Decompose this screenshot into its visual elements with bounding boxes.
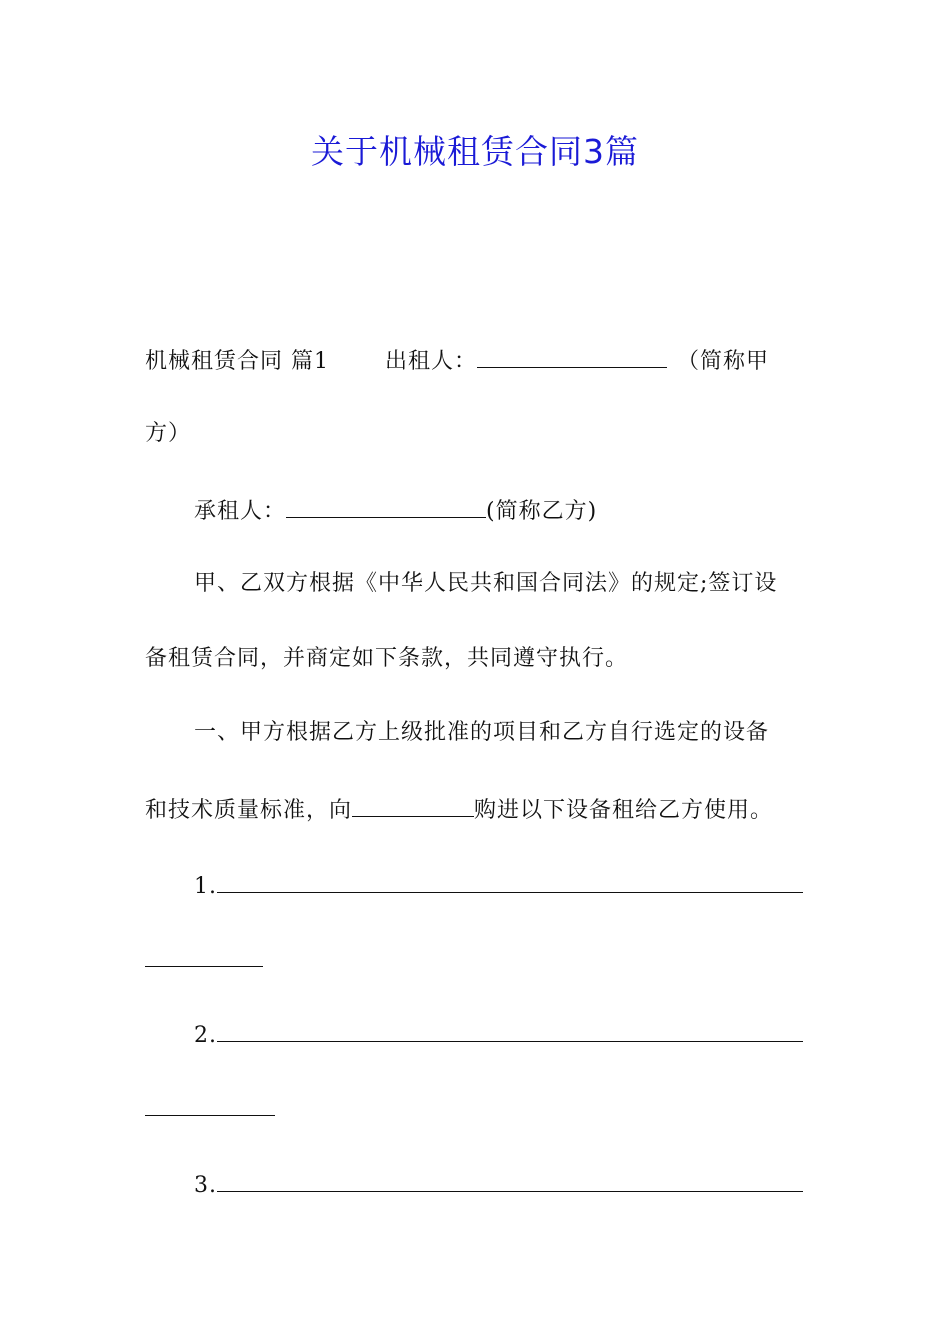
item-blank <box>217 868 803 893</box>
paragraph-1-line-1: 甲、乙双方根据《中华人民共和国合同法》的规定;签订设 <box>194 571 778 596</box>
paragraph-2-suffix: 购进以下设备租给乙方使用。 <box>474 798 774 823</box>
item-number: 2. <box>194 1023 217 1048</box>
item-blank <box>217 1017 803 1042</box>
paragraph-2-prefix: 和技术质量标准，向 <box>145 798 353 823</box>
paragraph-2-line-1: 一、甲方根据乙方上级批准的项目和乙方自行选定的设备 <box>194 720 770 745</box>
document-title: 关于机械租赁合同3篇 <box>311 132 639 171</box>
lessor-suffix-end: 方） <box>145 421 192 446</box>
lessee-label: 承租人： <box>194 499 287 524</box>
lessor-suffix: （简称甲 <box>677 349 770 374</box>
item-number: 1. <box>194 874 217 899</box>
paragraph-2-line-2 <box>145 792 815 827</box>
lessor-line <box>145 343 815 378</box>
paragraph-1-line-2: 备租赁合同，并商定如下条款，共同遵守执行。 <box>145 646 629 671</box>
item-blank <box>217 1167 803 1192</box>
item-blank-continuation <box>145 1115 275 1116</box>
lessor-label: 出租人： <box>385 349 478 374</box>
lessor-blank <box>477 343 667 368</box>
list-item <box>194 1167 864 1202</box>
supplier-blank <box>352 792 474 817</box>
lessee-line <box>194 493 864 528</box>
list-item <box>194 1017 864 1052</box>
lessee-suffix: (简称乙方) <box>486 499 598 524</box>
item-number: 3. <box>194 1173 217 1198</box>
list-item <box>194 868 864 903</box>
lessor-suffix-line <box>145 418 815 450</box>
section-heading: 机械租赁合同 篇1 <box>145 349 329 374</box>
item-blank-continuation <box>145 966 263 967</box>
lessee-blank <box>286 493 486 518</box>
